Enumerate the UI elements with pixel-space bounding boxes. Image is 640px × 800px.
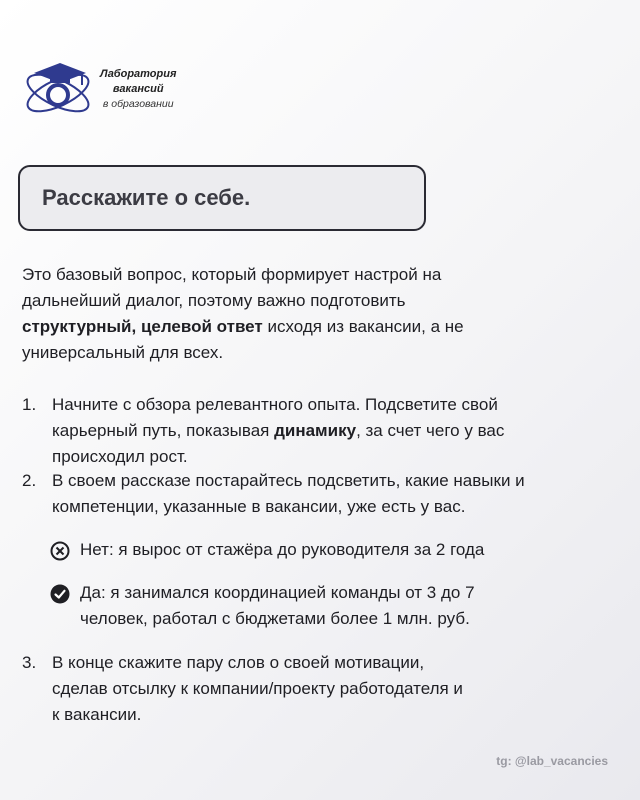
list-text-part: , за счет чего у вас — [356, 421, 505, 440]
example-no-text: Нет: я вырос от стажёра до руководителя за 2 года — [80, 540, 485, 559]
page-title: Расскажите о себе. — [42, 185, 251, 210]
logo-text — [100, 67, 176, 112]
list-line: к вакансии. — [52, 705, 142, 724]
list-line: В своем рассказе постарайтесь подсветить, какие навыки и — [52, 471, 525, 490]
logo-line-3: в образовании — [102, 98, 174, 110]
list-number: 1. — [22, 395, 37, 414]
logo-line-2: вакансий — [112, 83, 164, 95]
example-yes-line: человек, работал с бюджетами более 1 млн. руб. — [80, 609, 470, 628]
list-text-part: карьерный путь, показывая — [52, 421, 275, 440]
example-yes-text — [80, 580, 475, 632]
list-text — [52, 468, 525, 520]
list-number: 3. — [22, 653, 37, 672]
example-yes — [50, 580, 610, 634]
list-line: сделав отсылку к компании/проекту работодателя и — [52, 679, 463, 698]
intro-line: Это базовый вопрос, который формирует настрой на — [22, 265, 442, 284]
list-number: 2. — [22, 471, 37, 490]
intro-paragraph — [22, 262, 582, 366]
example-yes-line: Да: я занимался координацией команды от 3 до 7 — [80, 583, 475, 602]
list-bold: динамику — [274, 421, 357, 440]
list-line: Начните с обзора релевантного опыта. Подсветите свой — [52, 395, 498, 414]
intro-line: универсальный для всех. — [22, 343, 224, 362]
example-no — [50, 537, 610, 565]
intro-bold: структурный, целевой ответ — [22, 317, 263, 336]
list-item — [22, 650, 622, 730]
list-text — [52, 392, 504, 470]
list-line — [52, 418, 504, 444]
intro-line-rest: исходя из вакансии, а не — [262, 317, 464, 336]
footer-handle: tg: @lab_vacancies — [496, 754, 608, 768]
list-item — [22, 468, 622, 522]
x-circle-icon — [50, 541, 70, 561]
graduation-cap-orbit-icon — [20, 55, 100, 125]
intro-line: дальнейший диалог, поэтому важно подготовить — [22, 291, 406, 310]
check-circle-icon — [50, 584, 70, 604]
list-line: В конце скажите пару слов о своей мотивации, — [52, 653, 425, 672]
logo — [20, 55, 200, 125]
list-item — [22, 392, 622, 472]
intro-line — [22, 314, 582, 340]
logo-line-1: Лаборатория — [100, 68, 177, 80]
list-line: происходил рост. — [52, 447, 188, 466]
list-line: компетенции, указанные в вакансии, уже есть у вас. — [52, 497, 466, 516]
title-box — [18, 165, 426, 231]
list-text — [52, 650, 463, 728]
